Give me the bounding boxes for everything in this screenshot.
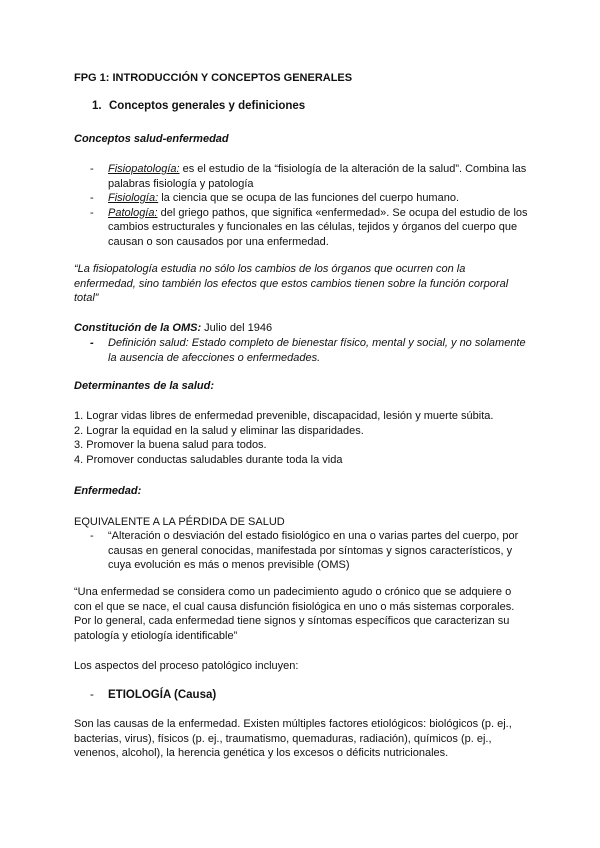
enfermedad-quote: “Una enfermedad se considera como un padecimiento agudo o crónico que se adquiere o con el que se nace, el cual causa disfunción fisiológica en uno o más sistemas corporales. Por lo general, cada enfermedad tiene signos y síntomas específicos que caracterizan su patología y etiología identificable” — [74, 586, 515, 642]
list-item — [90, 162, 530, 191]
etiologia-title: ETIOLOGÍA (Causa) — [108, 689, 217, 701]
list-item — [90, 206, 530, 250]
oms-label: Constitución de la OMS: — [74, 322, 202, 334]
section-number: 1. — [92, 100, 102, 112]
oms-disease-definition: “Alteración o desviación del estado fisiológico en una o varias partes del cuerpo, por causas en general conocidas, manifestada por síntomas y signos característicos, y cuya evolución es más o menos previsible (OMS) — [108, 530, 519, 571]
enfermedad-definition-list — [90, 529, 530, 573]
term-fisiopatologia: Fisiopatología: — [108, 163, 180, 175]
list-item: 1. Lograr vidas libres de enfermedad prevenible, discapacidad, lesión y muerte súbita. — [74, 410, 494, 422]
list-item: 2. Lograr la equidad en la salud y eliminar las disparidades. — [74, 424, 364, 437]
definitions-list — [90, 162, 530, 249]
list-item — [90, 529, 530, 573]
document-title: FPG 1: INTRODUCCIÓN Y CONCEPTOS GENERALES — [74, 72, 353, 84]
etiologia-heading — [90, 688, 216, 703]
aspectos-intro: Los aspectos del proceso patológico incluyen: — [74, 660, 299, 672]
section-title: Conceptos generales y definiciones — [109, 100, 306, 112]
list-item: 3. Promover la buena salud para todos. — [74, 439, 267, 451]
term-fisiologia: Fisiología: — [108, 192, 159, 204]
term-patologia: Patología: — [108, 206, 158, 219]
oms-date: Julio del 1946 — [201, 322, 273, 334]
dash-bullet: - — [90, 206, 94, 219]
determinantes-list — [74, 409, 530, 467]
fisiopatologia-quote: “La fisiopatología estudia no sólo los cambios de los órganos que ocurren con la enfermedad, sino también los efectos que estos cambios tienen sobre la función corporal total” — [74, 263, 509, 304]
list-item: 4. Promover conductas saludables durante toda la vida — [74, 453, 343, 466]
dash-bullet: - — [90, 192, 94, 204]
oms-health-definition: Definición salud: Estado completo de bienestar físico, mental y social, y no solamente la ausencia de afecciones o enfermedades. — [108, 337, 526, 364]
dash-bullet: - — [90, 163, 94, 175]
salud-enfermedad-heading: Conceptos salud-enfermedad — [74, 133, 229, 145]
dash-bullet: - — [90, 530, 94, 542]
dash-bullet: - — [90, 689, 94, 701]
definition-text: la ciencia que se ocupa de las funciones del cuerpo humano. — [158, 192, 460, 204]
determinantes-heading: Determinantes de la salud: — [74, 380, 214, 392]
equivalente-label: EQUIVALENTE A LA PÉRDIDA DE SALUD — [74, 516, 285, 528]
oms-definition-list — [90, 336, 530, 365]
dash-bullet: - — [90, 337, 94, 349]
oms-constitution — [74, 321, 530, 336]
etiologia-text: Son las causas de la enfermedad. Existen múltiples factores etiológicos: biológicos (p. ej., bacterias, virus), físicos (p. ej., traumatismo, quemaduras, radiación), químicos (p. ej., venenos, alcohol), la herencia genética y los excesos o déficits nutricionales. — [74, 718, 512, 759]
enfermedad-heading: Enfermedad: — [74, 485, 142, 497]
definition-text: del griego pathos, que significa «enfermedad». Se ocupa del estudio de los cambios estructurales y funcionales en las células, tejidos y órganos del cuerpo que causan o son causados por una enfermedad. — [108, 206, 528, 248]
definition-text: es el estudio de la “fisiología de la alteración de la salud”. Combina las palabras fisiología y patología — [108, 163, 527, 190]
section-heading — [92, 99, 305, 114]
list-item — [90, 336, 530, 365]
list-item — [90, 191, 530, 206]
